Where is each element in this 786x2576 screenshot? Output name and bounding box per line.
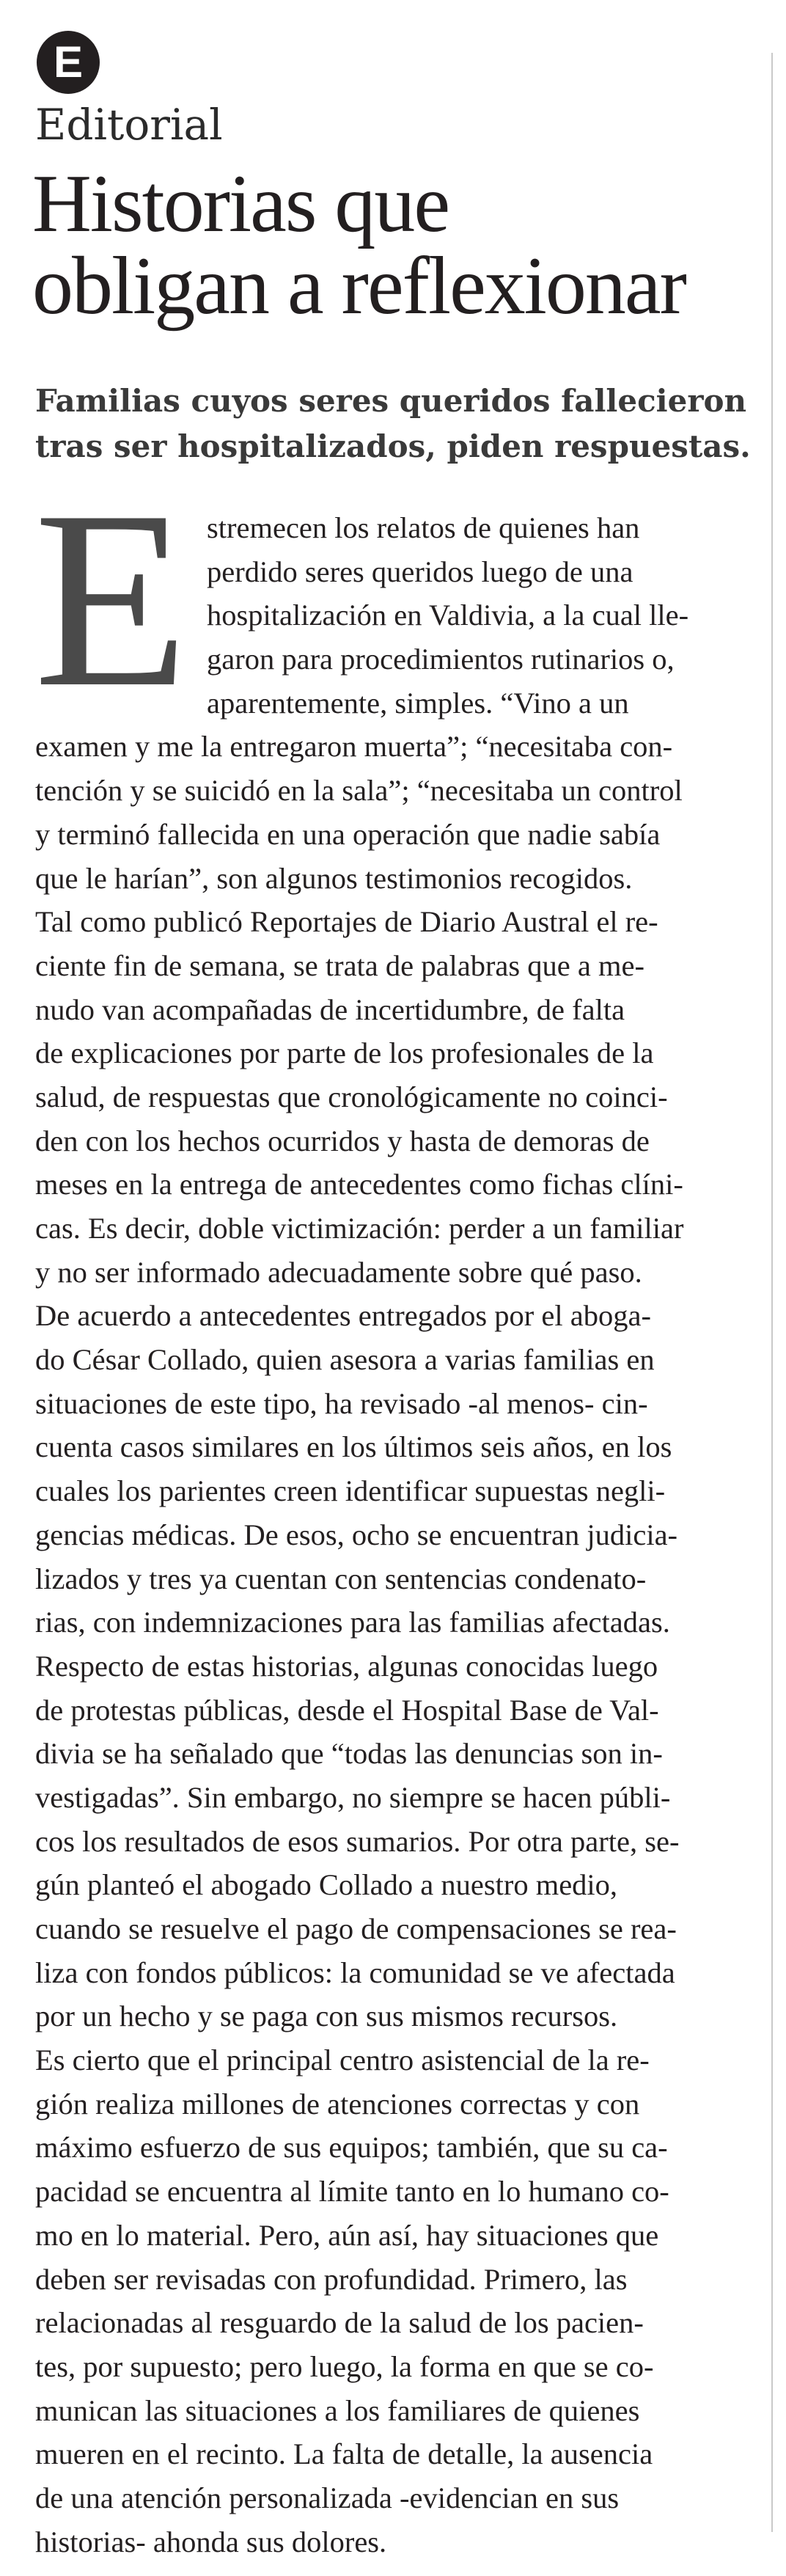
- article-line: y no ser informado adecuadamente sobre qué paso.: [35, 1255, 642, 1289]
- article-line: divia se ha señalado que “todas las denuncias son in-: [35, 1737, 663, 1771]
- article-line: perdido seres queridos luego de una: [207, 555, 633, 588]
- article-line: mueren en el recinto. La falta de detalle, la ausencia: [35, 2437, 653, 2471]
- article-line: nudo van acompañadas de incertidumbre, de falta: [35, 992, 625, 1026]
- article-line: rias, con indemnizaciones para las familias afectadas.: [35, 1606, 670, 1639]
- article-line: ciente fin de semana, se trata de palabras que a me-: [35, 948, 644, 982]
- article-line: relacionadas al resguardo de la salud de los pacien-: [35, 2306, 644, 2340]
- article-line: cas. Es decir, doble victimización: perder a un familiar: [35, 1212, 684, 1245]
- article-line: de protestas públicas, desde el Hospital Base de Val-: [35, 1693, 659, 1727]
- headline-line: Historias que: [32, 158, 449, 249]
- article-line: gún planteó el abogado Collado a nuestro medio,: [35, 1868, 618, 1902]
- article-line: por un hecho y se paga con sus mismos recursos.: [35, 1999, 618, 2033]
- article-line: gencias médicas. De esos, ocho se encuentran judicia-: [35, 1518, 678, 1551]
- article-line: tención y se suicidó en la sala”; “necesitaba un control: [35, 774, 683, 808]
- article-line: stremecen los relatos de quienes han: [207, 511, 640, 544]
- article-line: cos los resultados de esos sumarios. Por otra parte, se-: [35, 1824, 680, 1858]
- article-line: mo en lo material. Pero, aún así, hay situaciones que: [35, 2218, 659, 2252]
- article-line: máximo esfuerzo de sus equipos; también, que su ca-: [35, 2131, 668, 2165]
- article-line: den con los hechos ocurridos y hasta de demoras de: [35, 1124, 650, 1157]
- article-line: meses en la entrega de antecedentes como fichas clíni-: [35, 1168, 683, 1201]
- article-line: De acuerdo a antecedentes entregados por el aboga-: [35, 1299, 651, 1333]
- article-line: vestigadas”. Sin embargo, no siempre se hacen públi-: [35, 1780, 671, 1814]
- article-line: salud, de respuestas que cronológicamente no coinci-: [35, 1080, 668, 1113]
- drop-cap: E: [34, 458, 189, 739]
- column-divider: [771, 53, 773, 2532]
- article-line: que le harían”, son algunos testimonios recogidos.: [35, 861, 633, 895]
- article-line: cuenta casos similares en los últimos seis años, en los: [35, 1430, 672, 1464]
- article-line: deben ser revisadas con profundidad. Primero, las: [35, 2262, 628, 2296]
- article-line: garon para procedimientos rutinarios o,: [207, 643, 675, 676]
- subheadline-line: tras ser hospitalizados, piden respuestas.: [35, 428, 751, 464]
- article-line: lizados y tres ya cuentan con sentencias condenato-: [35, 1562, 647, 1595]
- article-line: liza con fondos públicos: la comunidad se ve afectada: [35, 1955, 675, 1989]
- section-badge: [37, 31, 100, 94]
- article-line: cuando se resuelve el pago de compensaciones se rea-: [35, 1912, 677, 1945]
- section-badge-letter: E: [53, 37, 84, 87]
- article-line: aparentemente, simples. “Vino a un: [207, 686, 629, 720]
- headline-line: obligan a reflexionar: [32, 241, 686, 332]
- article-line: historias- ahonda sus dolores.: [35, 2525, 387, 2558]
- article-line: Es cierto que el principal centro asistencial de la re-: [35, 2043, 650, 2077]
- article-line: de explicaciones por parte de los profesionales de la: [35, 1036, 654, 1070]
- article-line: pacidad se encuentra al límite tanto en lo humano co-: [35, 2175, 669, 2209]
- article-line: cuales los parientes creen identificar supuestas negli-: [35, 1474, 666, 1508]
- article-line: tes, por supuesto; pero luego, la forma en que se co-: [35, 2349, 654, 2383]
- article-body: [35, 506, 768, 2564]
- section-label: Editorial: [35, 100, 223, 150]
- article-line: Respecto de estas historias, algunas conocidas luego: [35, 1649, 658, 1683]
- article-line: do César Collado, quien asesora a varias familias en: [35, 1343, 655, 1377]
- article-line: de una atención personalizada -evidencian en sus: [35, 2481, 620, 2514]
- subheadline: [35, 378, 761, 469]
- article-line: Tal como publicó Reportajes de Diario Austral el re-: [35, 905, 658, 939]
- article-line: hospitalización en Valdivia, a la cual lle-: [207, 599, 689, 632]
- headline: [32, 158, 765, 332]
- subheadline-line: Familias cuyos seres queridos fallecieron: [35, 383, 746, 419]
- article-line: y terminó fallecida en una operación que nadie sabía: [35, 817, 661, 851]
- article-line: examen y me la entregaron muerta”; “necesitaba con-: [35, 730, 673, 764]
- article-line: munican las situaciones a los familiares de quienes: [35, 2393, 640, 2427]
- article-line: situaciones de este tipo, ha revisado -al menos- cin-: [35, 1386, 648, 1420]
- article-line: gión realiza millones de atenciones correctas y con: [35, 2087, 640, 2121]
